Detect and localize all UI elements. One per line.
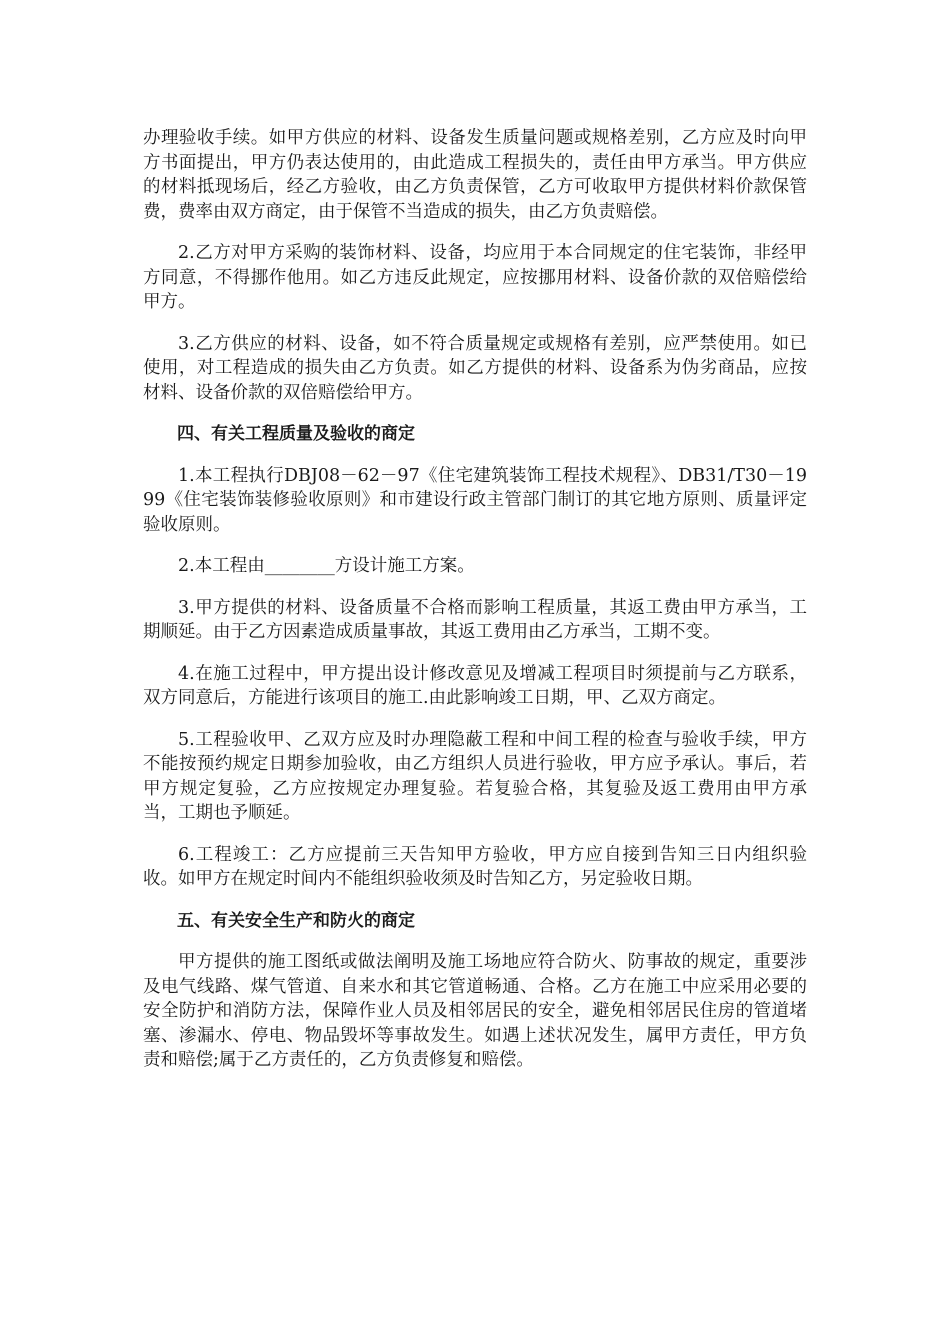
- paragraph-material-acceptance: 办理验收手续。如甲方供应的材料、设备发生质量问题或规格差别，乙方应及时向甲方书面提出，甲方仍表达使用的，由此造成工程损失的，责任由甲方承当。甲方供应的材料抵现场后，经乙方验收，由乙方负责保管，乙方可收取甲方提供材料价款保管费，费率由双方商定，由于保管不当造成的损失，由乙方负责赔偿。: [143, 128, 807, 222]
- paragraph-item-3-materials: 3.乙方供应的材料、设备，如不符合质量规定或规格有差别，应严禁使用。如已使用，对工程造成的损失由乙方负责。如乙方提供的材料、设备系为伪劣商品，应按材料、设备价款的双倍赔偿给甲方。: [143, 333, 807, 403]
- paragraph-quality-item-1: 1.本工程执行DBJ08－62－97《住宅建筑装饰工程技术规程》、DB31/T30－1999《住宅装饰装修验收原则》和市建设行政主管部门制订的其它地方原则、质量评定验收原则。: [143, 465, 807, 535]
- paragraph-quality-item-6: 6.工程竣工：乙方应提前三天告知甲方验收，甲方应自接到告知三日内组织验收。如甲方在规定时间内不能组织验收须及时告知乙方，另定验收日期。: [143, 844, 807, 889]
- paragraph-quality-item-3: 3.甲方提供的材料、设备质量不合格而影响工程质量，其返工费由甲方承当，工期顺延。由于乙方因素造成质量事故，其返工费用由乙方承当，工期不变。: [143, 597, 807, 642]
- paragraph-safety: 甲方提供的施工图纸或做法阐明及施工场地应符合防火、防事故的规定，重要涉及电气线路、煤气管道、自来水和其它管道畅通、合格。乙方在施工中应采用必要的安全防护和消防方法，保障作业人员及相邻居民的安全，避免相邻居民住房的管道堵塞、渗漏水、停电、物品毁坏等事故发生。如遇上述状况发生，属甲方责任，甲方负责和赔偿;属于乙方责任的，乙方负责修复和赔偿。: [143, 952, 807, 1070]
- section-heading-quality: 四、有关工程质量及验收的商定: [177, 424, 415, 444]
- paragraph-quality-item-5: 5.工程验收甲、乙双方应及时办理隐蔽工程和中间工程的检查与验收手续，甲方不能按预约规定日期参加验收，由乙方组织人员进行验收，甲方应予承认。事后，若甲方规定复验，乙方应按规定办理复验。若复验合格，其复验及返工费用由甲方承当，工期也予顺延。: [143, 729, 807, 823]
- paragraph-quality-item-4: 4.在施工过程中，甲方提出设计修改意见及增减工程项目时须提前与乙方联系，双方同意后，方能进行该项目的施工.由此影响竣工日期，甲、乙双方商定。: [143, 663, 807, 708]
- document-page: [143, 126, 807, 1090]
- paragraph-item-2-materials: 2.乙方对甲方采购的装饰材料、设备，均应用于本合同规定的住宅装饰，非经甲方同意，不得挪作他用。如乙方违反此规定，应按挪用材料、设备价款的双倍赔偿给甲方。: [143, 243, 807, 312]
- paragraph-quality-item-2: 2.本工程由________方设计施工方案。: [178, 556, 475, 576]
- section-heading-safety: 五、有关安全生产和防火的商定: [177, 910, 415, 931]
